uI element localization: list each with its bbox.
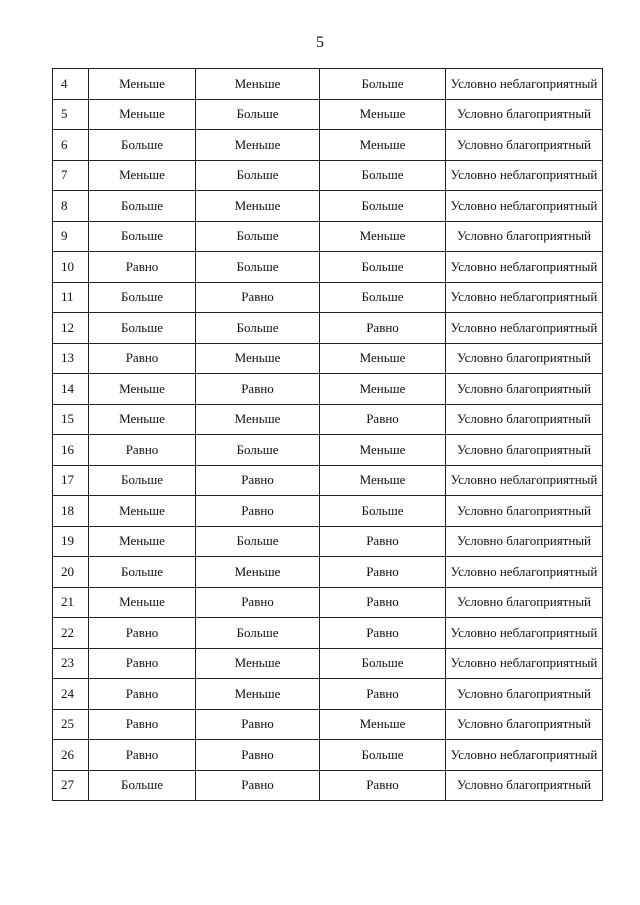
row-number-cell: 6 — [53, 130, 89, 161]
result-cell: Условно неблагоприятный — [446, 160, 603, 191]
value-a-cell: Больше — [89, 221, 196, 252]
value-b-cell: Равно — [196, 374, 320, 405]
value-c-cell: Больше — [320, 496, 446, 527]
value-c-cell: Больше — [320, 252, 446, 283]
value-c-cell: Меньше — [320, 221, 446, 252]
table-row — [53, 709, 603, 740]
result-cell: Условно неблагоприятный — [446, 740, 603, 771]
value-c-cell: Равно — [320, 679, 446, 710]
value-c-cell: Равно — [320, 313, 446, 344]
row-number-cell: 15 — [53, 404, 89, 435]
value-a-cell: Равно — [89, 618, 196, 649]
value-a-cell: Равно — [89, 435, 196, 466]
row-number-cell: 11 — [53, 282, 89, 313]
value-b-cell: Больше — [196, 618, 320, 649]
value-b-cell: Равно — [196, 587, 320, 618]
table-row — [53, 160, 603, 191]
result-cell: Условно неблагоприятный — [446, 191, 603, 222]
table-row — [53, 252, 603, 283]
value-a-cell: Больше — [89, 191, 196, 222]
value-a-cell: Меньше — [89, 526, 196, 557]
row-number-cell: 27 — [53, 770, 89, 801]
table-row — [53, 679, 603, 710]
value-a-cell: Меньше — [89, 587, 196, 618]
value-b-cell: Равно — [196, 740, 320, 771]
row-number-cell: 4 — [53, 69, 89, 100]
value-b-cell: Больше — [196, 252, 320, 283]
row-number-cell: 23 — [53, 648, 89, 679]
value-b-cell: Меньше — [196, 648, 320, 679]
table-row — [53, 557, 603, 588]
table-row — [53, 282, 603, 313]
table-row — [53, 648, 603, 679]
value-a-cell: Равно — [89, 648, 196, 679]
table-row — [53, 191, 603, 222]
value-a-cell: Меньше — [89, 69, 196, 100]
row-number-cell: 26 — [53, 740, 89, 771]
value-c-cell: Равно — [320, 557, 446, 588]
value-b-cell: Меньше — [196, 69, 320, 100]
value-b-cell: Меньше — [196, 343, 320, 374]
result-cell: Условно неблагоприятный — [446, 313, 603, 344]
result-cell: Условно благоприятный — [446, 709, 603, 740]
result-cell: Условно благоприятный — [446, 343, 603, 374]
table-row — [53, 587, 603, 618]
value-b-cell: Равно — [196, 496, 320, 527]
value-c-cell: Меньше — [320, 99, 446, 130]
table-body — [53, 69, 603, 801]
result-cell: Условно благоприятный — [446, 221, 603, 252]
row-number-cell: 22 — [53, 618, 89, 649]
page-number: 5 — [316, 34, 324, 51]
table-row — [53, 374, 603, 405]
table-row — [53, 221, 603, 252]
value-b-cell: Равно — [196, 770, 320, 801]
result-cell: Условно благоприятный — [446, 374, 603, 405]
value-c-cell: Равно — [320, 526, 446, 557]
value-b-cell: Меньше — [196, 679, 320, 710]
row-number-cell: 18 — [53, 496, 89, 527]
row-number-cell: 14 — [53, 374, 89, 405]
result-cell: Условно неблагоприятный — [446, 252, 603, 283]
value-c-cell: Больше — [320, 740, 446, 771]
value-b-cell: Меньше — [196, 557, 320, 588]
table-row — [53, 69, 603, 100]
value-c-cell: Больше — [320, 282, 446, 313]
value-c-cell: Меньше — [320, 130, 446, 161]
row-number-cell: 13 — [53, 343, 89, 374]
row-number-cell: 7 — [53, 160, 89, 191]
value-b-cell: Больше — [196, 160, 320, 191]
result-cell: Условно благоприятный — [446, 770, 603, 801]
value-b-cell: Равно — [196, 465, 320, 496]
table-row — [53, 740, 603, 771]
value-c-cell: Меньше — [320, 374, 446, 405]
value-c-cell: Равно — [320, 587, 446, 618]
row-number-cell: 20 — [53, 557, 89, 588]
value-a-cell: Равно — [89, 252, 196, 283]
value-a-cell: Больше — [89, 770, 196, 801]
table-row — [53, 770, 603, 801]
value-a-cell: Равно — [89, 343, 196, 374]
value-c-cell: Больше — [320, 191, 446, 222]
table-row — [53, 343, 603, 374]
row-number-cell: 19 — [53, 526, 89, 557]
table-row — [53, 130, 603, 161]
value-a-cell: Больше — [89, 313, 196, 344]
row-number-cell: 8 — [53, 191, 89, 222]
result-cell: Условно неблагоприятный — [446, 69, 603, 100]
value-a-cell: Меньше — [89, 404, 196, 435]
table-row — [53, 465, 603, 496]
value-b-cell: Больше — [196, 435, 320, 466]
value-a-cell: Больше — [89, 557, 196, 588]
result-cell: Условно благоприятный — [446, 526, 603, 557]
value-b-cell: Меньше — [196, 404, 320, 435]
result-cell: Условно благоприятный — [446, 679, 603, 710]
value-b-cell: Меньше — [196, 191, 320, 222]
result-cell: Условно неблагоприятный — [446, 282, 603, 313]
result-cell: Условно неблагоприятный — [446, 618, 603, 649]
table-row — [53, 313, 603, 344]
value-c-cell: Больше — [320, 160, 446, 191]
table-row — [53, 526, 603, 557]
table-row — [53, 404, 603, 435]
result-cell: Условно благоприятный — [446, 496, 603, 527]
value-a-cell: Больше — [89, 465, 196, 496]
table-row — [53, 496, 603, 527]
row-number-cell: 5 — [53, 99, 89, 130]
value-a-cell: Меньше — [89, 374, 196, 405]
value-b-cell: Равно — [196, 282, 320, 313]
value-b-cell: Меньше — [196, 130, 320, 161]
value-a-cell: Больше — [89, 282, 196, 313]
table-row — [53, 99, 603, 130]
result-cell: Условно благоприятный — [446, 435, 603, 466]
value-a-cell: Равно — [89, 709, 196, 740]
value-a-cell: Меньше — [89, 160, 196, 191]
value-c-cell: Меньше — [320, 343, 446, 374]
results-table — [52, 68, 603, 801]
value-c-cell: Равно — [320, 770, 446, 801]
result-cell: Условно благоприятный — [446, 404, 603, 435]
value-c-cell: Больше — [320, 648, 446, 679]
row-number-cell: 9 — [53, 221, 89, 252]
result-cell: Условно благоприятный — [446, 130, 603, 161]
result-cell: Условно неблагоприятный — [446, 465, 603, 496]
value-a-cell: Меньше — [89, 99, 196, 130]
value-c-cell: Больше — [320, 69, 446, 100]
row-number-cell: 24 — [53, 679, 89, 710]
table-row — [53, 435, 603, 466]
row-number-cell: 17 — [53, 465, 89, 496]
value-b-cell: Больше — [196, 313, 320, 344]
value-b-cell: Больше — [196, 221, 320, 252]
value-a-cell: Равно — [89, 740, 196, 771]
result-cell: Условно неблагоприятный — [446, 648, 603, 679]
value-b-cell: Больше — [196, 99, 320, 130]
value-a-cell: Равно — [89, 679, 196, 710]
value-c-cell: Меньше — [320, 435, 446, 466]
table-row — [53, 618, 603, 649]
value-b-cell: Больше — [196, 526, 320, 557]
row-number-cell: 10 — [53, 252, 89, 283]
value-b-cell: Равно — [196, 709, 320, 740]
result-cell: Условно благоприятный — [446, 587, 603, 618]
value-c-cell: Меньше — [320, 709, 446, 740]
value-a-cell: Больше — [89, 130, 196, 161]
value-c-cell: Равно — [320, 618, 446, 649]
row-number-cell: 12 — [53, 313, 89, 344]
value-c-cell: Равно — [320, 404, 446, 435]
value-c-cell: Меньше — [320, 465, 446, 496]
row-number-cell: 16 — [53, 435, 89, 466]
row-number-cell: 25 — [53, 709, 89, 740]
result-cell: Условно благоприятный — [446, 99, 603, 130]
value-a-cell: Меньше — [89, 496, 196, 527]
result-cell: Условно неблагоприятный — [446, 557, 603, 588]
row-number-cell: 21 — [53, 587, 89, 618]
